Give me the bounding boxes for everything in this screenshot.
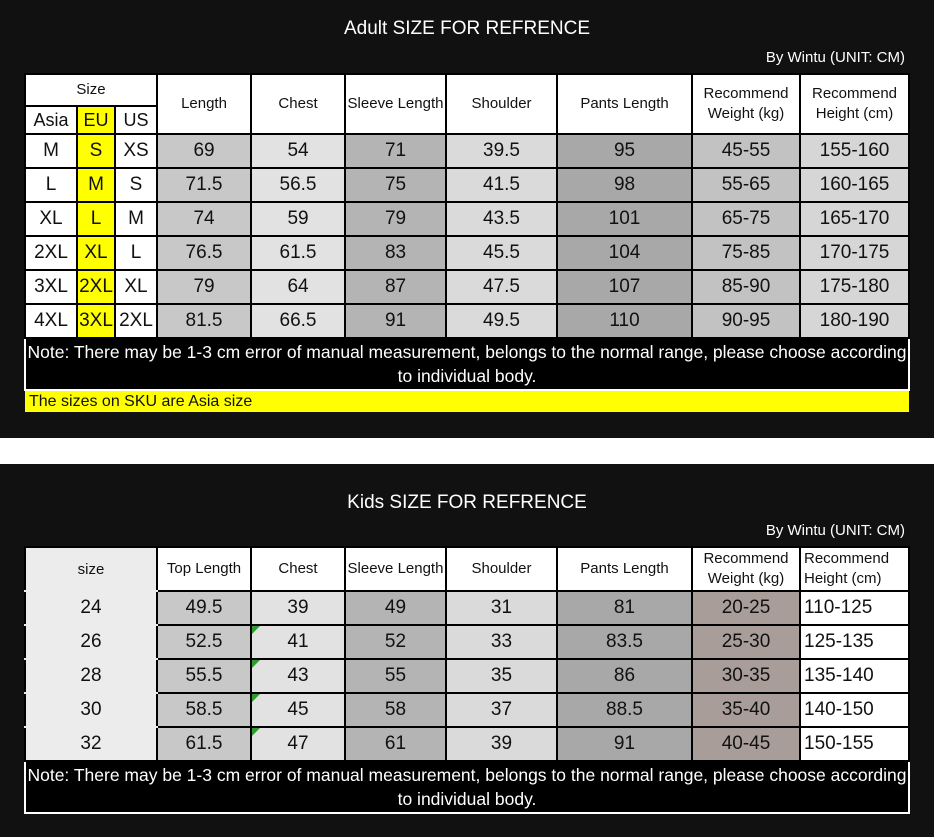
header-top-length: Top Length	[157, 547, 251, 591]
cell-shoulder: 49.5	[446, 304, 557, 338]
cell-chest: 59	[251, 202, 345, 236]
cell-top-length: 61.5	[157, 727, 251, 761]
size-header: Size	[25, 74, 157, 106]
cell-sleeve-length: 91	[345, 304, 446, 338]
cell-size: 24	[25, 591, 157, 625]
cell-pants-length: 88.5	[557, 693, 692, 727]
cell-shoulder: 37	[446, 693, 557, 727]
cell-weight: 40-45	[692, 727, 800, 761]
header-size: size	[25, 547, 157, 591]
cell-chest: 64	[251, 270, 345, 304]
cell-top-length: 55.5	[157, 659, 251, 693]
cell-chest: 45	[251, 693, 345, 727]
cell-pants-length: 101	[557, 202, 692, 236]
cell-sleeve-length: 87	[345, 270, 446, 304]
cell-shoulder: 33	[446, 625, 557, 659]
cell-pants-length: 81	[557, 591, 692, 625]
cell-weight: 45-55	[692, 134, 800, 168]
header-recommend-height: Recommend Height (cm)	[800, 547, 909, 591]
cell-size: 32	[25, 727, 157, 761]
kids-size-panel	[0, 464, 934, 837]
cell-eu: 2XL	[77, 270, 115, 304]
subheader-us: US	[115, 106, 157, 134]
cell-height: 140-150	[800, 693, 909, 727]
header-pants-length: Pants Length	[557, 74, 692, 134]
cell-pants-length: 107	[557, 270, 692, 304]
cell-sleeve-length: 79	[345, 202, 446, 236]
cell-asia: 4XL	[25, 304, 77, 338]
header-sleeve-length: Sleeve Length	[345, 74, 446, 134]
cell-sleeve-length: 61	[345, 727, 446, 761]
cell-pants-length: 91	[557, 727, 692, 761]
header-chest: Chest	[251, 74, 345, 134]
sku-note: The sizes on SKU are Asia size	[25, 390, 909, 412]
header-pants-length: Pants Length	[557, 547, 692, 591]
header-recommend-height: Recommend Height (cm)	[800, 74, 909, 134]
cell-chest: 54	[251, 134, 345, 168]
table-row	[25, 659, 909, 693]
cell-pants-length: 86	[557, 659, 692, 693]
cell-weight: 25-30	[692, 625, 800, 659]
adult-size-table	[24, 73, 910, 412]
cell-eu: 3XL	[77, 304, 115, 338]
cell-sleeve-length: 83	[345, 236, 446, 270]
cell-us: XS	[115, 134, 157, 168]
cell-pants-length: 104	[557, 236, 692, 270]
subheader-asia: Asia	[25, 106, 77, 134]
cell-height: 155-160	[800, 134, 909, 168]
cell-length: 79	[157, 270, 251, 304]
cell-chest: 66.5	[251, 304, 345, 338]
cell-height: 160-165	[800, 168, 909, 202]
cell-shoulder: 45.5	[446, 236, 557, 270]
cell-chest: 43	[251, 659, 345, 693]
cell-height: 110-125	[800, 591, 909, 625]
cell-chest: 41	[251, 625, 345, 659]
header-recommend-weight: Recommend Weight (kg)	[692, 547, 800, 591]
table-row	[25, 591, 909, 625]
adult-byline: By Wintu (UNIT: CM)	[765, 49, 905, 66]
cell-height: 170-175	[800, 236, 909, 270]
cell-chest: 56.5	[251, 168, 345, 202]
table-row	[25, 236, 909, 270]
cell-us: M	[115, 202, 157, 236]
table-row	[25, 693, 909, 727]
cell-length: 71.5	[157, 168, 251, 202]
kids-size-table	[24, 546, 910, 814]
cell-chest: 47	[251, 727, 345, 761]
cell-weight: 75-85	[692, 236, 800, 270]
table-row	[25, 202, 909, 236]
cell-height: 125-135	[800, 625, 909, 659]
table-row	[25, 304, 909, 338]
cell-pants-length: 95	[557, 134, 692, 168]
cell-us: L	[115, 236, 157, 270]
cell-height: 150-155	[800, 727, 909, 761]
cell-weight: 85-90	[692, 270, 800, 304]
adult-title: Adult SIZE FOR REFRENCE	[344, 18, 590, 39]
header-shoulder: Shoulder	[446, 547, 557, 591]
cell-sleeve-length: 71	[345, 134, 446, 168]
table-row	[25, 727, 909, 761]
cell-pants-length: 83.5	[557, 625, 692, 659]
cell-weight: 35-40	[692, 693, 800, 727]
subheader-eu: EU	[77, 106, 115, 134]
header-chest: Chest	[251, 547, 345, 591]
header-length: Length	[157, 74, 251, 134]
adult-note: Note: There may be 1-3 cm error of manual measurement, belongs to the normal range, please choose according to individual body.	[25, 338, 909, 390]
cell-shoulder: 31	[446, 591, 557, 625]
cell-us: 2XL	[115, 304, 157, 338]
cell-sleeve-length: 52	[345, 625, 446, 659]
cell-asia: L	[25, 168, 77, 202]
cell-sleeve-length: 75	[345, 168, 446, 202]
cell-length: 76.5	[157, 236, 251, 270]
cell-asia: 3XL	[25, 270, 77, 304]
table-row	[25, 625, 909, 659]
cell-size: 30	[25, 693, 157, 727]
cell-asia: 2XL	[25, 236, 77, 270]
cell-top-length: 52.5	[157, 625, 251, 659]
cell-size: 28	[25, 659, 157, 693]
cell-top-length: 49.5	[157, 591, 251, 625]
cell-eu: L	[77, 202, 115, 236]
table-row	[25, 270, 909, 304]
cell-shoulder: 39	[446, 727, 557, 761]
cell-top-length: 58.5	[157, 693, 251, 727]
cell-shoulder: 41.5	[446, 168, 557, 202]
cell-eu: XL	[77, 236, 115, 270]
cell-asia: XL	[25, 202, 77, 236]
cell-height: 175-180	[800, 270, 909, 304]
cell-weight: 55-65	[692, 168, 800, 202]
cell-asia: M	[25, 134, 77, 168]
cell-shoulder: 35	[446, 659, 557, 693]
cell-height: 180-190	[800, 304, 909, 338]
cell-size: 26	[25, 625, 157, 659]
cell-length: 81.5	[157, 304, 251, 338]
header-recommend-weight: Recommend Weight (kg)	[692, 74, 800, 134]
cell-eu: S	[77, 134, 115, 168]
kids-title: Kids SIZE FOR REFRENCE	[347, 492, 587, 513]
cell-length: 69	[157, 134, 251, 168]
cell-weight: 30-35	[692, 659, 800, 693]
table-row	[25, 134, 909, 168]
cell-shoulder: 47.5	[446, 270, 557, 304]
cell-height: 165-170	[800, 202, 909, 236]
cell-shoulder: 43.5	[446, 202, 557, 236]
cell-pants-length: 98	[557, 168, 692, 202]
cell-us: XL	[115, 270, 157, 304]
kids-byline: By Wintu (UNIT: CM)	[765, 522, 905, 539]
cell-chest: 39	[251, 591, 345, 625]
kids-note: Note: There may be 1-3 cm error of manual measurement, belongs to the normal range, please choose according to individual body.	[25, 761, 909, 813]
cell-sleeve-length: 58	[345, 693, 446, 727]
cell-us: S	[115, 168, 157, 202]
cell-weight: 20-25	[692, 591, 800, 625]
table-row	[25, 168, 909, 202]
cell-sleeve-length: 49	[345, 591, 446, 625]
cell-sleeve-length: 55	[345, 659, 446, 693]
header-shoulder: Shoulder	[446, 74, 557, 134]
cell-eu: M	[77, 168, 115, 202]
cell-height: 135-140	[800, 659, 909, 693]
cell-weight: 65-75	[692, 202, 800, 236]
header-sleeve-length: Sleeve Length	[345, 547, 446, 591]
cell-shoulder: 39.5	[446, 134, 557, 168]
cell-pants-length: 110	[557, 304, 692, 338]
cell-weight: 90-95	[692, 304, 800, 338]
cell-chest: 61.5	[251, 236, 345, 270]
cell-length: 74	[157, 202, 251, 236]
